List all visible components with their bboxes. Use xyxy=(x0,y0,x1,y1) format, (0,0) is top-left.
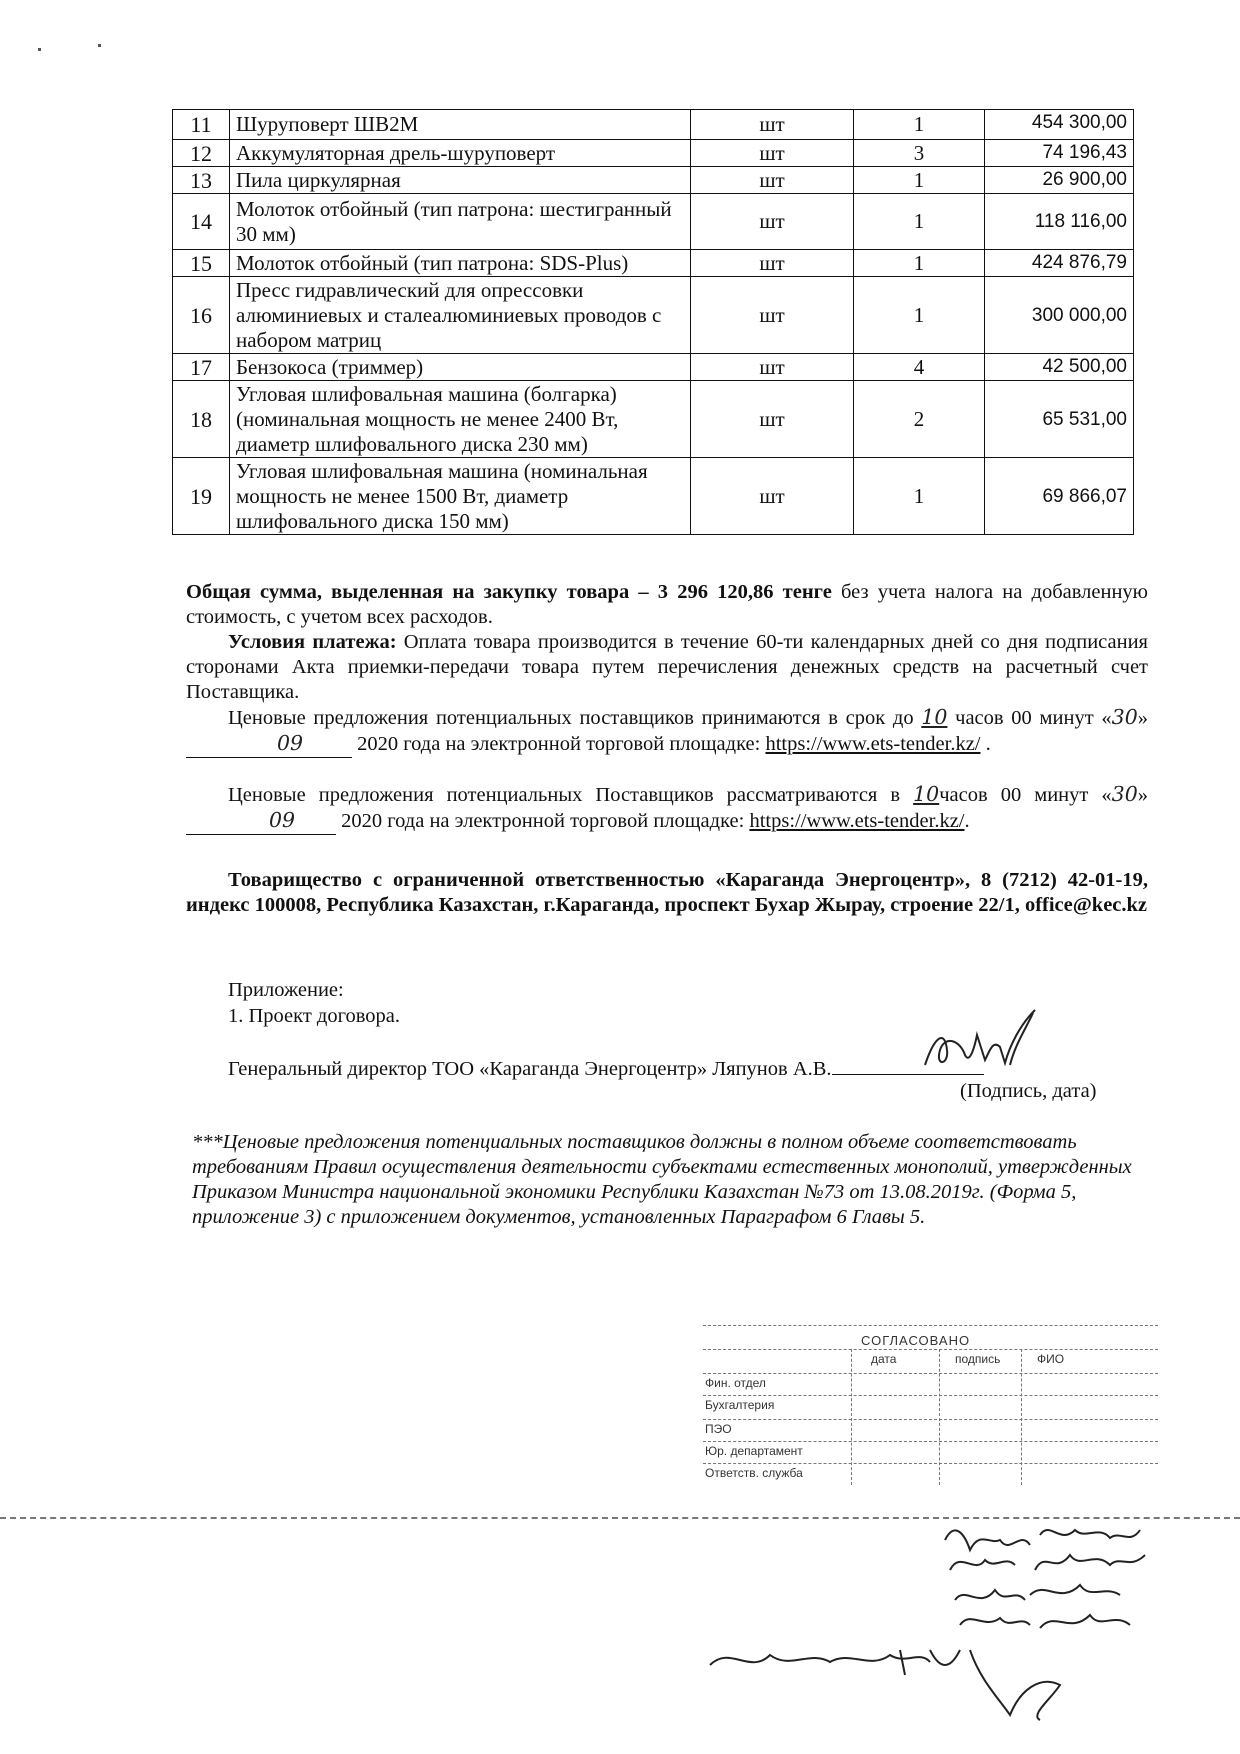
payment-paragraph xyxy=(186,630,1148,705)
row-number: 15 xyxy=(173,250,230,277)
item-quantity: 1 xyxy=(854,194,985,250)
item-price: 42 500,00 xyxy=(985,354,1134,381)
stamp-row-label: Фин. отдел xyxy=(705,1376,766,1390)
stamp-line xyxy=(703,1349,1158,1350)
stamp-row-label: ПЭО xyxy=(705,1422,732,1436)
stamp-col-line xyxy=(851,1349,852,1485)
stamp-header-signature: подпись xyxy=(955,1352,1001,1366)
table-row xyxy=(173,110,1134,140)
handwritten-month: 09 xyxy=(276,731,304,755)
text: Ценовые предложения потенциальных Поставщиков рассматриваются в xyxy=(228,784,914,806)
item-name: Молоток отбойный (тип патрона: SDS-Plus) xyxy=(230,250,691,277)
offers-review-paragraph xyxy=(186,782,1148,835)
item-name: Пила циркулярная xyxy=(230,167,691,194)
text: » xyxy=(1137,707,1148,729)
item-unit: шт xyxy=(691,167,854,194)
item-quantity: 2 xyxy=(854,381,985,458)
table-row xyxy=(173,381,1134,458)
signature-line xyxy=(228,1057,984,1082)
director-signature xyxy=(915,1005,1065,1085)
table-row xyxy=(173,194,1134,250)
item-quantity: 3 xyxy=(854,140,985,167)
text: 2020 года на электронной торговой площадке: xyxy=(352,733,766,755)
company-info: Товарищество с ограниченной ответственностью «Караганда Энергоцентр», 8 (7212) 42-01-19, индекс 100008, Республика Казахстан, г.Караганда, проспект Бухар Жырау, строение 22/1, office@kec.kz xyxy=(186,869,1148,916)
payment-rest: Оплата товара производится в течение 60-ти календарных дней со дня подписания сторонами Акта приемки-передачи товара путем перечисления денежных средств на расчетный счет Поставщика. xyxy=(186,631,1148,703)
handwritten-day: 30 xyxy=(1111,705,1138,729)
appendix-title: Приложение: xyxy=(228,979,344,1001)
item-quantity: 1 xyxy=(854,458,985,535)
table-row xyxy=(173,354,1134,381)
approval-signatures xyxy=(700,1500,1160,1730)
total-bold: Общая сумма, выделенная на закупку товара – 3 296 120,86 тенге xyxy=(186,581,832,603)
total-paragraph xyxy=(186,580,1148,630)
stamp-line xyxy=(703,1373,1158,1374)
item-quantity: 1 xyxy=(854,277,985,354)
row-number: 16 xyxy=(173,277,230,354)
item-price: 300 000,00 xyxy=(985,277,1134,354)
footnote: ***Ценовые предложения потенциальных поставщиков должны в полном объеме соответствовать требованиям Правил осуществления деятельности субъектами естественных монополий, утвержденных Приказом Министра национальной экономики Республики Казахстан №73 от 13.08.2019г. (Форма 5, приложение 3) с приложением документов, установленных Параграфом 6 Главы 5. xyxy=(192,1131,1132,1228)
item-name: Бензокоса (триммер) xyxy=(230,354,691,381)
text: часов 00 минут « xyxy=(939,784,1112,806)
item-unit: шт xyxy=(691,194,854,250)
item-name: Шуруповерт ШВ2М xyxy=(230,110,691,140)
item-quantity: 1 xyxy=(854,167,985,194)
item-price: 69 866,07 xyxy=(985,458,1134,535)
total-rest: без учета налога на добавленную стоимость, с учетом всех расходов. xyxy=(186,581,1148,628)
text: 2020 года на электронной торговой площадке: xyxy=(336,810,750,832)
handwritten-month: 09 xyxy=(268,808,296,832)
item-name: Аккумуляторная дрель-шуруповерт xyxy=(230,140,691,167)
signature-text: Генеральный директор ТОО «Караганда Энергоцентр» Ляпунов А.В. xyxy=(228,1058,832,1080)
handwritten-hour: 10 xyxy=(921,705,948,729)
item-name: Угловая шлифовальная машина (болгарка) (номинальная мощность не менее 2400 Вт, диаметр шлифовального диска 230 мм) xyxy=(230,381,691,458)
stamp-line xyxy=(703,1419,1158,1420)
text: Ценовые предложения потенциальных поставщиков принимаются в срок до xyxy=(228,707,922,729)
approval-stamp xyxy=(703,1325,1158,1485)
item-price: 118 116,00 xyxy=(985,194,1134,250)
handwritten-day: 30 xyxy=(1111,782,1138,806)
stamp-line xyxy=(703,1463,1158,1464)
item-unit: шт xyxy=(691,250,854,277)
signature-caption: (Подпись, дата) xyxy=(960,1080,1097,1102)
table-row xyxy=(173,458,1134,535)
item-price: 26 900,00 xyxy=(985,167,1134,194)
row-number: 14 xyxy=(173,194,230,250)
row-number: 19 xyxy=(173,458,230,535)
stamp-header-date: дата xyxy=(871,1352,897,1366)
stamp-row-label: Ответств. служба xyxy=(705,1466,803,1480)
text: часов 00 минут « xyxy=(947,707,1112,729)
table-row xyxy=(173,277,1134,354)
table-row xyxy=(173,140,1134,167)
item-quantity: 1 xyxy=(854,250,985,277)
row-number: 12 xyxy=(173,140,230,167)
handwritten-hour: 10 xyxy=(913,782,940,806)
text: » xyxy=(1137,784,1148,806)
stamp-line xyxy=(703,1325,1158,1326)
stamp-row-label: Юр. департамент xyxy=(705,1444,803,1458)
ets-tender-link[interactable]: https://www.ets-tender.kz/ xyxy=(765,733,981,755)
stamp-header-name: ФИО xyxy=(1037,1352,1065,1366)
scan-mark xyxy=(98,44,101,47)
item-price: 454 300,00 xyxy=(985,110,1134,140)
payment-bold: Условия платежа: xyxy=(228,631,397,653)
item-unit: шт xyxy=(691,458,854,535)
offers-accept-paragraph xyxy=(186,705,1148,758)
item-quantity: 1 xyxy=(854,110,985,140)
item-price: 424 876,79 xyxy=(985,250,1134,277)
stamp-col-line xyxy=(939,1349,940,1485)
text: . xyxy=(964,810,970,832)
stamp-line xyxy=(703,1441,1158,1442)
appendix-item: 1. Проект договора. xyxy=(228,1005,401,1027)
scan-mark xyxy=(38,48,41,51)
items-table xyxy=(172,109,1134,535)
item-unit: шт xyxy=(691,140,854,167)
row-number: 13 xyxy=(173,167,230,194)
stamp-row-label: Бухгалтерия xyxy=(705,1398,775,1412)
item-name: Угловая шлифовальная машина (номинальная мощность не менее 1500 Вт, диаметр шлифовального диска 150 мм) xyxy=(230,458,691,535)
item-price: 74 196,43 xyxy=(985,140,1134,167)
table-row xyxy=(173,250,1134,277)
item-unit: шт xyxy=(691,381,854,458)
ets-tender-link[interactable]: https://www.ets-tender.kz/ xyxy=(749,810,965,832)
item-unit: шт xyxy=(691,354,854,381)
item-name: Пресс гидравлический для опрессовки алюминиевых и сталеалюминиевых проводов с набором матриц xyxy=(230,277,691,354)
month-blank xyxy=(186,808,336,835)
item-price: 65 531,00 xyxy=(985,381,1134,458)
item-unit: шт xyxy=(691,277,854,354)
item-unit: шт xyxy=(691,110,854,140)
item-quantity: 4 xyxy=(854,354,985,381)
row-number: 17 xyxy=(173,354,230,381)
stamp-line xyxy=(703,1395,1158,1396)
stamp-col-line xyxy=(1021,1349,1022,1485)
stamp-title: СОГЛАСОВАНО xyxy=(861,1333,971,1348)
text: . xyxy=(980,733,991,755)
table-row xyxy=(173,167,1134,194)
item-name: Молоток отбойный (тип патрона: шестигранный 30 мм) xyxy=(230,194,691,250)
month-blank xyxy=(186,731,352,758)
row-number: 18 xyxy=(173,381,230,458)
row-number: 11 xyxy=(173,110,230,140)
